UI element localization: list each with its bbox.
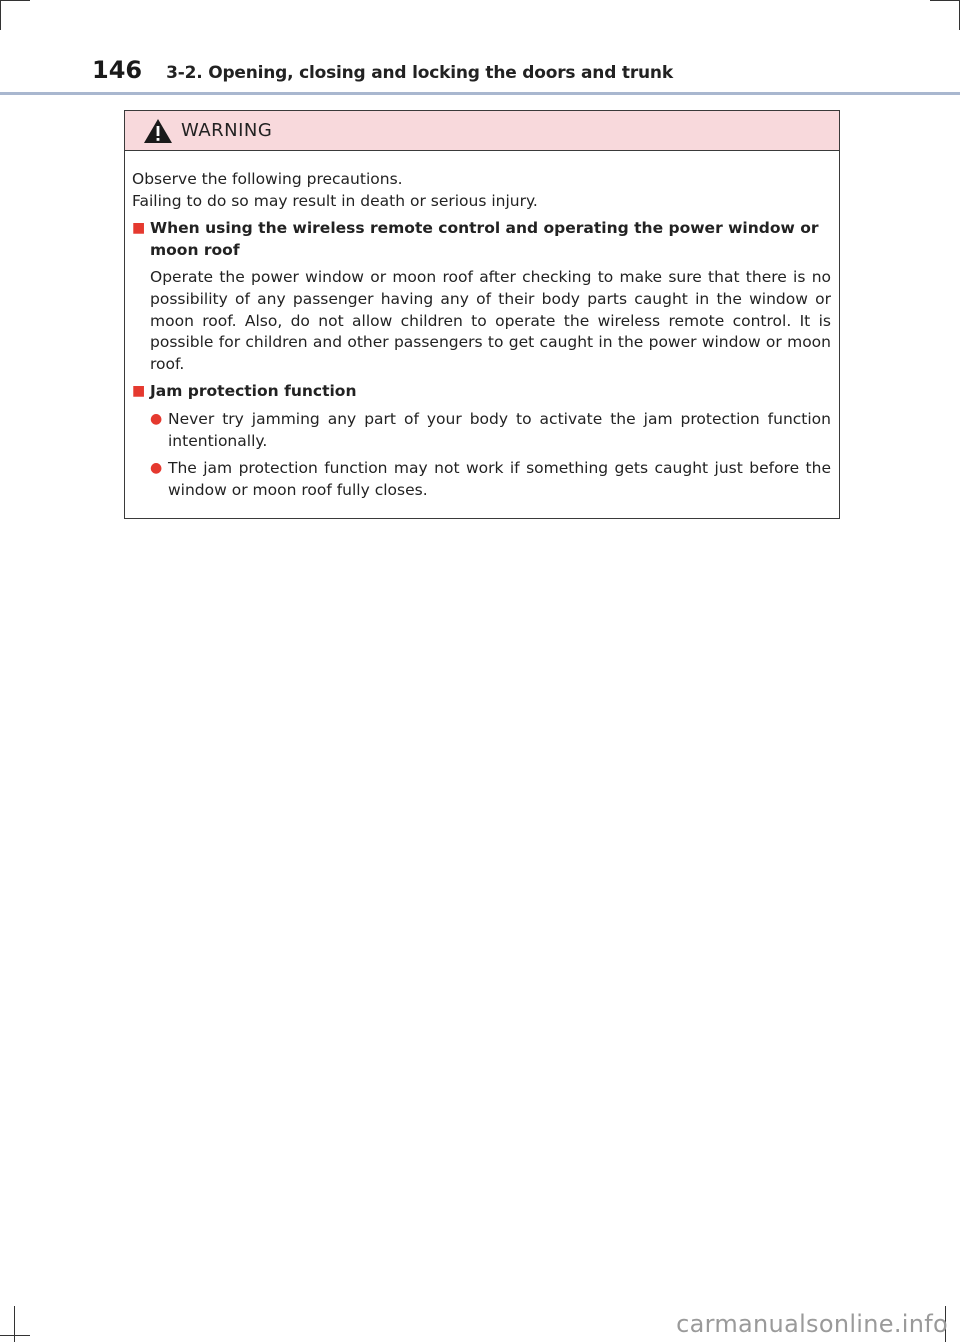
section-heading-text: Jam protection function [150,382,357,401]
intro-line: Observe the following precautions. [132,170,403,188]
section-heading [132,218,831,261]
warning-title: WARNING [181,120,273,141]
watermark: carmanualsonline.info [676,1310,948,1338]
square-bullet-icon: ■ [132,383,146,400]
crop-mark [930,0,960,1]
page-header [92,56,673,86]
circle-bullet-icon: ● [150,460,163,477]
list-item [150,458,831,501]
warning-triangle-icon [143,118,173,144]
section-body: Operate the power window or moon roof after checking to make sure that there is no possibility of any passenger having any of their body parts caught in the window or moon roof. Also, do not allow children to operate the wireless remote control. It is possible for children and other passengers to get caught in the power window or moon roof. [150,268,831,373]
intro-line: Failing to do so may result in death or serious injury. [132,191,538,210]
list-item-text: The jam protection function may not work if something gets caught just before the window or moon roof fully closes. [168,459,831,499]
warning-body [125,151,839,501]
section-heading-text: When using the wireless remote control and operating the power window or moon roof [150,219,819,259]
bullet-list [132,409,831,501]
square-bullet-icon: ■ [132,220,146,237]
circle-bullet-icon: ● [150,410,163,427]
crop-mark [14,1306,15,1342]
warning-intro [132,169,831,212]
crop-mark [0,0,1,30]
crop-mark [0,0,30,1]
warning-header [125,111,839,151]
warning-box [124,110,840,519]
list-item [150,409,831,452]
page-number: 146 [92,56,143,84]
header-rule [0,92,960,95]
section-heading [132,381,831,403]
section-title: 3-2. Opening, closing and locking the doors and trunk [166,63,673,83]
crop-mark [0,1335,30,1336]
list-item-text: Never try jamming any part of your body to activate the jam protection function intentionally. [168,409,831,450]
